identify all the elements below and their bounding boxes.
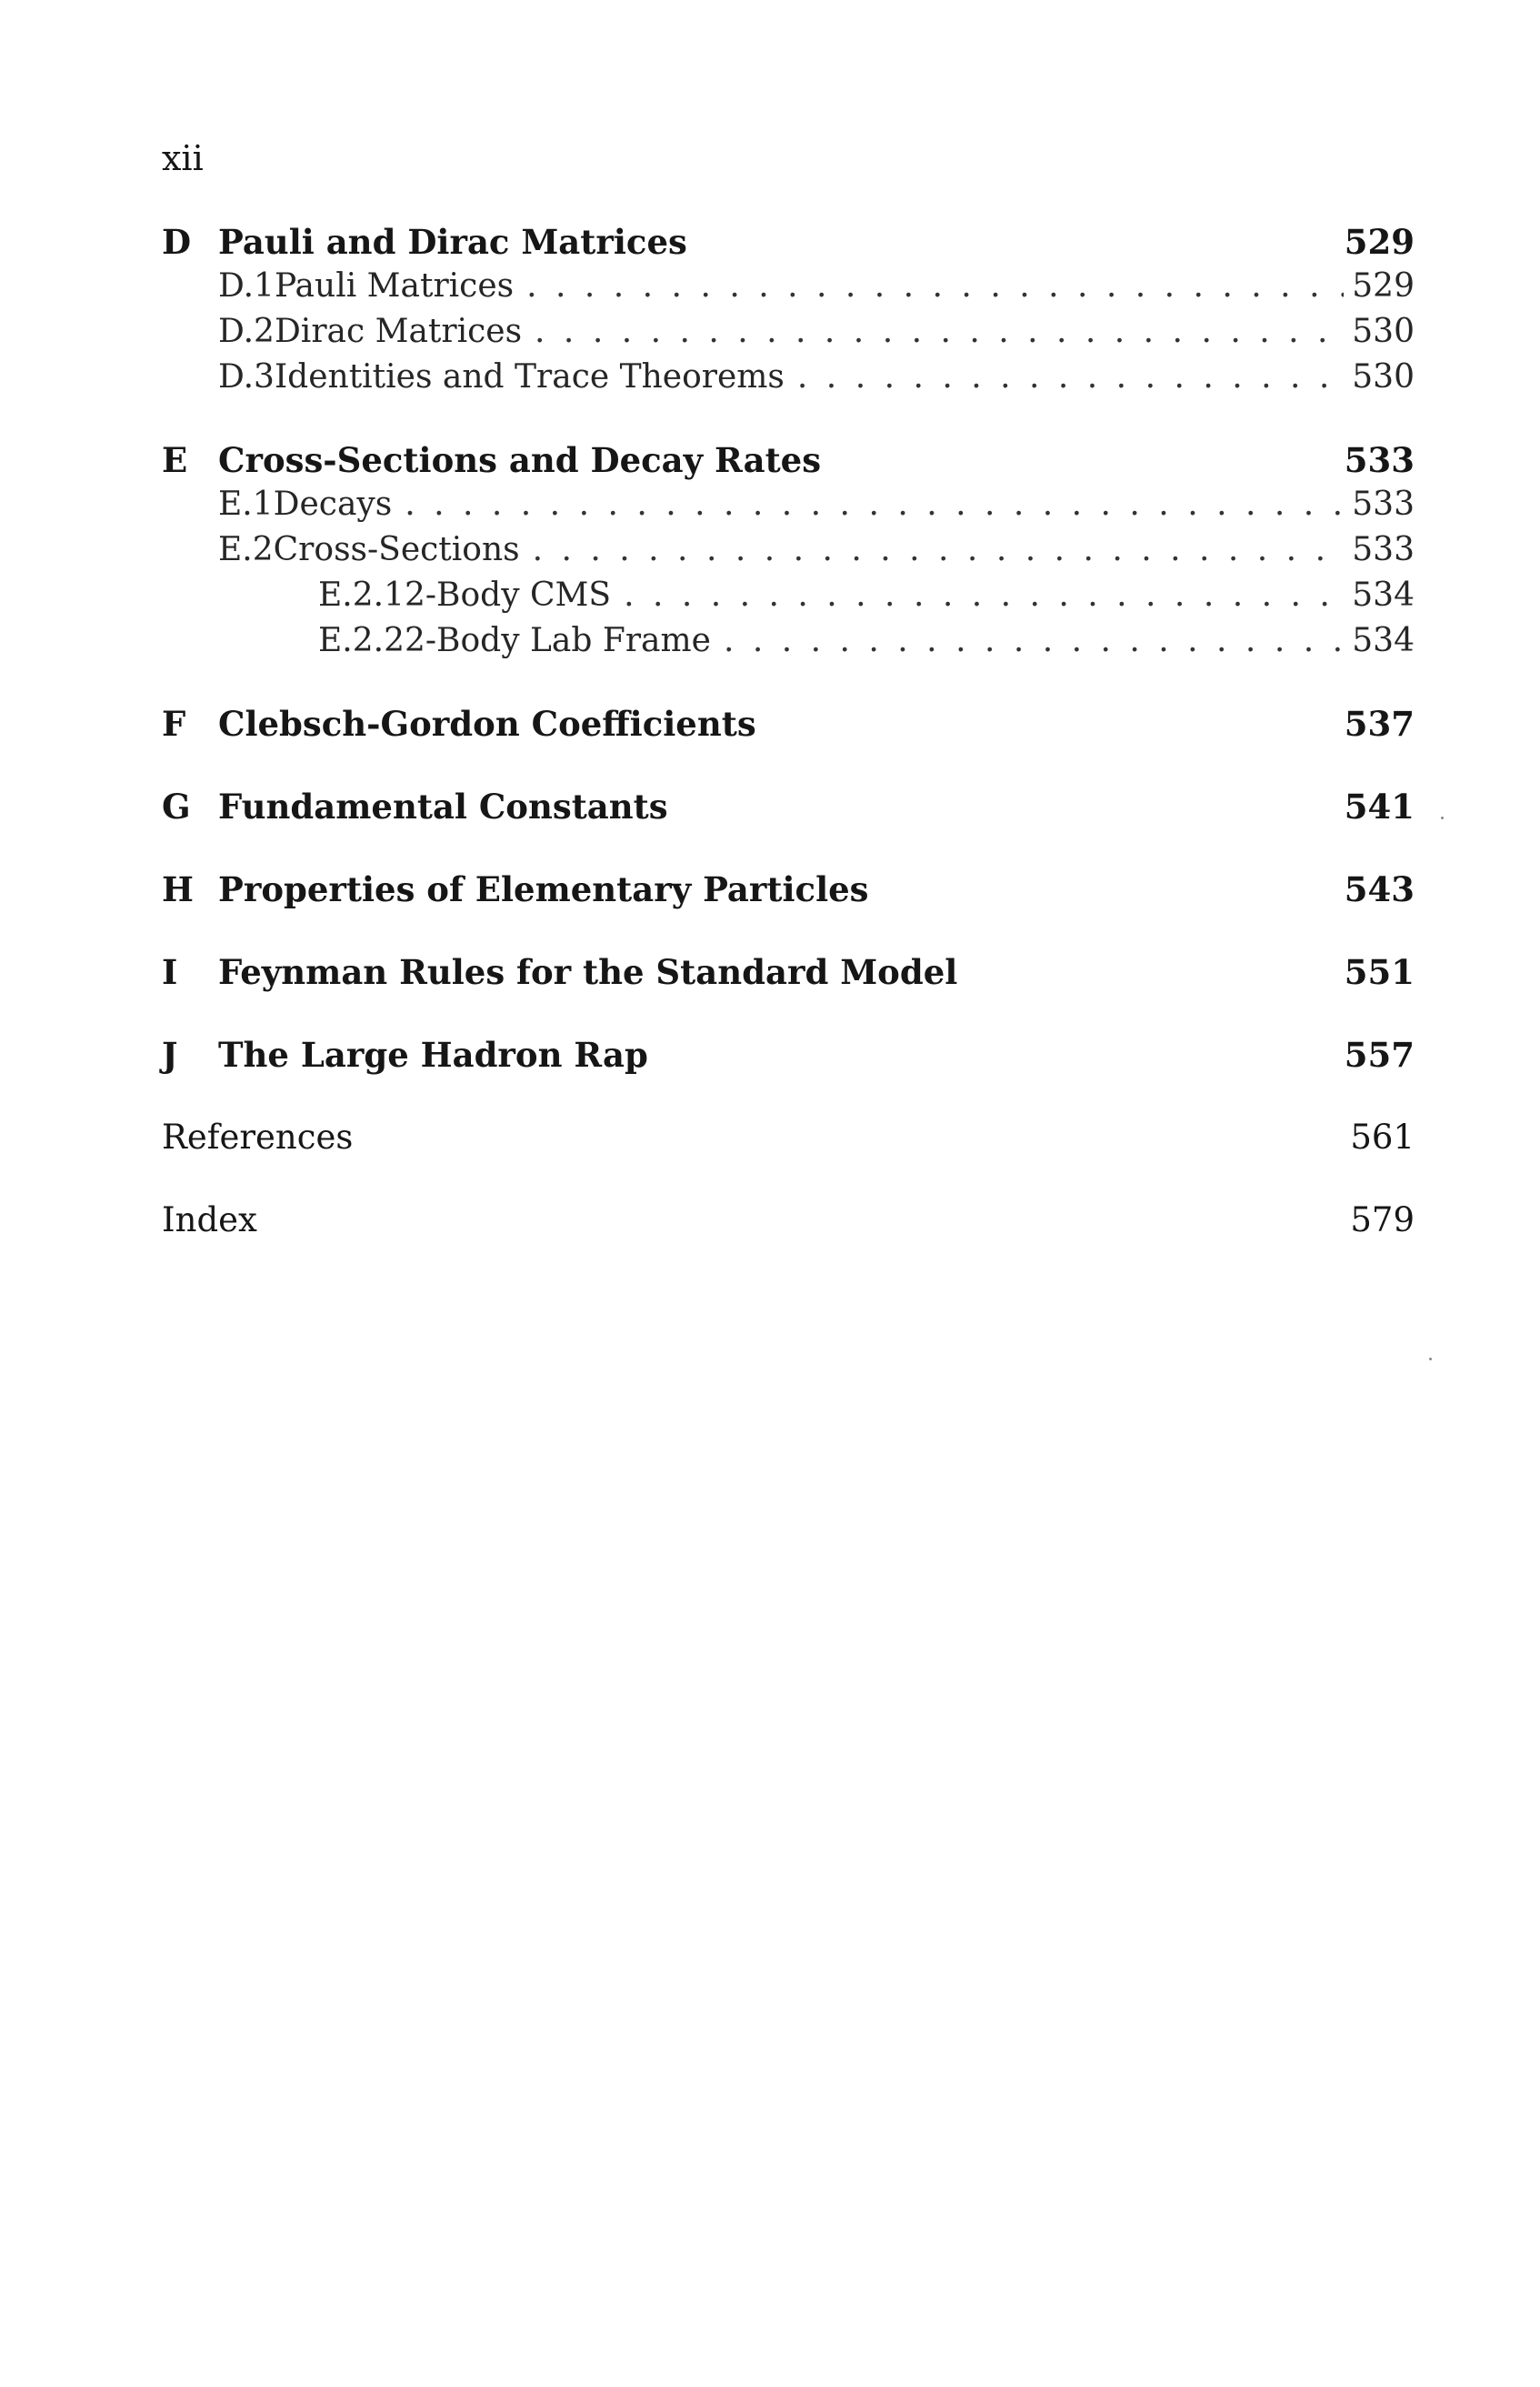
toc-chapter-g[interactable]: [162, 787, 1415, 832]
toc-subsection-e22[interactable]: [162, 622, 1415, 667]
chapter-page: 537: [1344, 704, 1415, 744]
chapter-number: I: [162, 952, 178, 992]
chapter-title: The Large Hadron Rap: [218, 1035, 648, 1075]
section-page: 533: [1352, 531, 1415, 568]
back-matter-page: 579: [1350, 1200, 1415, 1239]
chapter-page: 557: [1344, 1035, 1415, 1075]
chapter-page: 551: [1344, 952, 1415, 992]
back-matter-title: Index: [162, 1200, 257, 1239]
section-title: Cross-Sections: [273, 531, 520, 568]
toc-chapter-d[interactable]: [162, 222, 1415, 267]
chapter-title: Feynman Rules for the Standard Model: [218, 952, 958, 992]
chapter-title: Properties of Elementary Particles: [218, 869, 869, 909]
toc-chapter-i[interactable]: [162, 952, 1415, 998]
toc-section-e2[interactable]: [162, 531, 1415, 577]
chapter-number: G: [162, 787, 191, 827]
section-number: E.1: [218, 486, 274, 523]
section-title: Decays: [273, 486, 393, 523]
toc-section-d1[interactable]: [162, 267, 1415, 313]
chapter-title: Fundamental Constants: [218, 787, 668, 827]
subsection-number: E.2.1: [318, 577, 405, 614]
chapter-number: J: [162, 1035, 178, 1075]
chapter-title: Pauli and Dirac Matrices: [218, 222, 687, 262]
subsection-title: 2-Body Lab Frame: [404, 622, 711, 659]
toc-section-d3[interactable]: [162, 358, 1415, 404]
toc-chapter-j[interactable]: [162, 1035, 1415, 1080]
section-number: E.2: [218, 531, 274, 568]
toc-chapter-h[interactable]: [162, 869, 1415, 915]
chapter-number: H: [162, 869, 194, 909]
section-page: 530: [1352, 313, 1415, 350]
back-matter-title: References: [162, 1118, 354, 1157]
section-number: D.3: [218, 358, 275, 396]
toc-subsection-e21[interactable]: [162, 577, 1415, 622]
section-page: 529: [1352, 267, 1415, 305]
section-number: D.2: [218, 313, 275, 350]
dot-leader: [724, 622, 1344, 659]
section-page: 530: [1352, 358, 1415, 396]
dot-leader: [405, 486, 1344, 523]
toc-section-d2[interactable]: [162, 313, 1415, 358]
section-title: Identities and Trace Theorems: [274, 358, 785, 396]
dot-leader: [533, 531, 1344, 568]
section-page: 533: [1352, 486, 1415, 523]
dot-leader: [797, 358, 1344, 396]
chapter-page: 529: [1344, 222, 1415, 262]
toc-section-e1[interactable]: [162, 486, 1415, 531]
chapter-title: Cross-Sections and Decay Rates: [218, 440, 822, 480]
back-matter-page: 561: [1350, 1118, 1415, 1157]
toc-references[interactable]: [162, 1118, 1415, 1163]
table-of-contents: [162, 222, 1415, 1246]
chapter-page: 541: [1344, 787, 1415, 827]
page-number: xii: [162, 138, 204, 178]
chapter-number: E: [162, 440, 188, 480]
scan-speck: [1429, 1358, 1432, 1360]
subsection-page: 534: [1352, 577, 1415, 614]
dot-leader: [535, 313, 1344, 350]
dot-leader: [624, 577, 1344, 614]
section-title: Dirac Matrices: [274, 313, 523, 350]
section-number: D.1: [218, 267, 275, 305]
dot-leader: [526, 267, 1344, 305]
subsection-number: E.2.2: [318, 622, 405, 659]
chapter-number: D: [162, 222, 192, 262]
subsection-title: 2-Body CMS: [404, 577, 612, 614]
subsection-page: 534: [1352, 622, 1415, 659]
chapter-title: Clebsch-Gordon Coefficients: [218, 704, 756, 744]
chapter-number: F: [162, 704, 186, 744]
toc-index[interactable]: [162, 1200, 1415, 1246]
toc-chapter-e[interactable]: [162, 440, 1415, 486]
chapter-page: 533: [1344, 440, 1415, 480]
scan-speck: [1441, 817, 1444, 819]
toc-chapter-f[interactable]: [162, 704, 1415, 749]
chapter-page: 543: [1344, 869, 1415, 909]
section-title: Pauli Matrices: [274, 267, 515, 305]
